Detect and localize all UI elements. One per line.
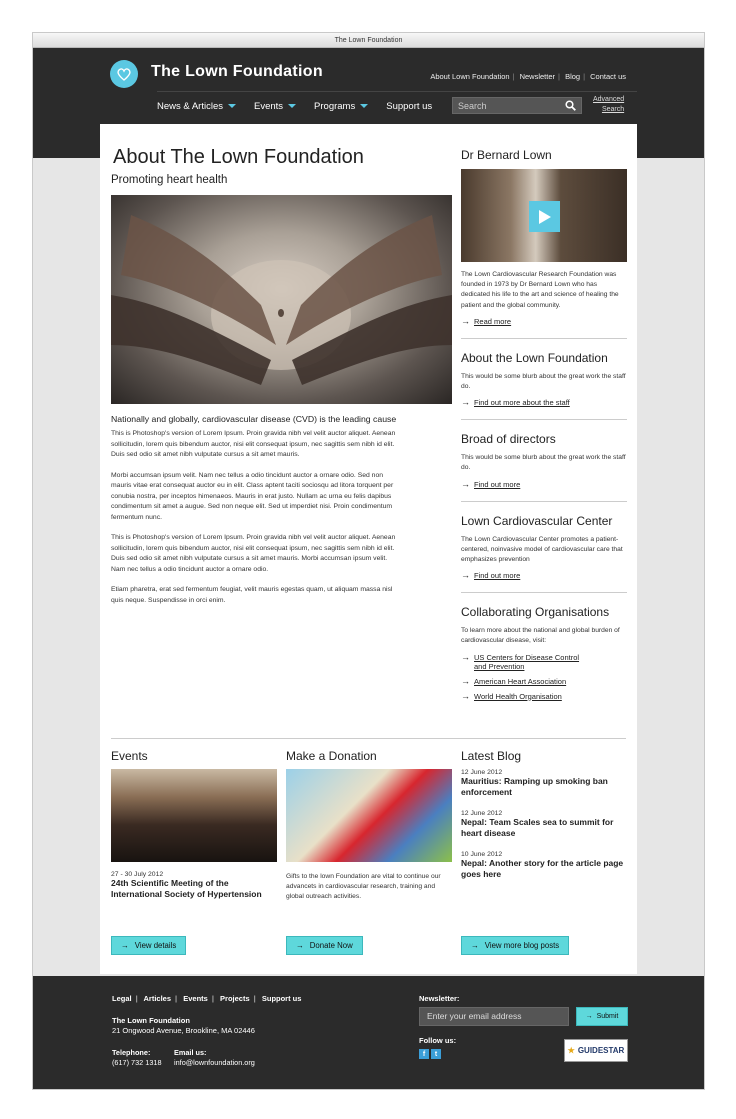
aha-link[interactable] bbox=[461, 677, 627, 686]
search-placeholder: Search bbox=[458, 100, 487, 111]
paragraph: This is Photoshop's version of Lorem Ipsum. Proin gravida nibh vel velit auctor aliquet. Aenean sollicitudin, lorem quis bibendum auctor, nisi elit consequat ipsum, nec sagittis sem nibh id elit. Duis sed odio sit amet nibh vulputate cursus a sit amet mauris. bbox=[111, 430, 396, 458]
arrow-right-icon: → bbox=[461, 675, 470, 686]
footer-link-support[interactable]: Support us bbox=[261, 994, 302, 1003]
blog-date: 10 June 2012 bbox=[461, 851, 503, 858]
main-content bbox=[100, 124, 637, 974]
donation-title: Make a Donation bbox=[286, 749, 377, 763]
nav-item-support[interactable] bbox=[386, 98, 432, 114]
video-thumbnail[interactable] bbox=[461, 169, 627, 262]
newsletter-email-input[interactable]: Enter your email address bbox=[419, 1007, 569, 1026]
link-label: Find out more bbox=[474, 479, 521, 489]
top-link-contact[interactable]: Contact us bbox=[590, 72, 626, 81]
link-line: and Prevention bbox=[474, 661, 525, 671]
blog-post[interactable] bbox=[461, 769, 627, 798]
read-more-link[interactable] bbox=[461, 317, 627, 326]
link-label: Read more bbox=[474, 316, 512, 326]
footer-link-events[interactable]: Events bbox=[183, 994, 208, 1003]
footer-link-articles[interactable]: Articles bbox=[143, 994, 172, 1003]
center-link[interactable] bbox=[461, 571, 627, 580]
who-link[interactable] bbox=[461, 692, 627, 701]
advanced-search-line2: Search bbox=[601, 106, 625, 113]
arrow-right-icon: → bbox=[461, 315, 470, 326]
caret-down-icon bbox=[360, 104, 368, 108]
paragraph: Etiam pharetra, erat sed fermentum feugiat, velit mauris egestas quam, ut aliquam massa nisl quis neque. Suspendisse in orci enim. bbox=[111, 586, 393, 604]
page-title: About The Lown Foundation bbox=[113, 146, 364, 168]
nav-item-label: Support us bbox=[386, 100, 433, 112]
blog-post-title: Nepal: Team Scales sea to summit for heart disease bbox=[461, 817, 614, 838]
caret-down-icon bbox=[288, 104, 296, 108]
blog-date: 12 June 2012 bbox=[461, 769, 503, 776]
divider bbox=[461, 338, 627, 339]
blog-date: 12 June 2012 bbox=[461, 810, 503, 817]
sidebar-text: This would be some blurb about the great work the staff do. bbox=[461, 372, 626, 391]
arrow-right-icon: → bbox=[461, 397, 470, 408]
paragraph: This is Photoshop's version of Lorem Ipsum. Proin gravida nibh vel velit auctor aliquet. Aenean sollicitudin, lorem quis bibendum auctor, nisi elit consequat ipsum, nec sagittis sem nibh id elit. Duis sed odio sit amet nibh vulputate cursus a sit amet mauris. Morbi accumsan ipsum velit. Nam nec tellus a odio tincidunt auctor a ornare odio. bbox=[111, 534, 396, 573]
button-label: View details bbox=[134, 941, 177, 950]
donation-column bbox=[286, 749, 452, 903]
follow-label: Follow us: bbox=[419, 1036, 457, 1045]
sidebar bbox=[461, 148, 627, 701]
link-label: American Heart Association bbox=[474, 676, 567, 686]
blog-post-title: Mauritius: Ramping up smoking ban enforcement bbox=[461, 776, 608, 797]
button-label: Submit bbox=[596, 1013, 619, 1020]
events-image bbox=[111, 769, 277, 862]
divider bbox=[461, 501, 627, 502]
email-label: Email us: bbox=[174, 1048, 207, 1057]
event-title[interactable]: 24th Scientific Meeting of the International Society of Hypertension bbox=[111, 878, 262, 899]
sidebar-text: This would be some blurb about the great work the staff do. bbox=[461, 454, 626, 472]
advanced-search-line1: Advanced bbox=[593, 96, 625, 103]
facebook-icon[interactable]: f bbox=[419, 1049, 429, 1059]
article-body bbox=[111, 429, 401, 616]
sidebar-text: The Lown Cardiovascular Research Foundation was founded in 1973 by Dr Bernard Lown who has dedicated his life to the art and science of healing the patient and the global community. bbox=[461, 271, 619, 309]
search-icon[interactable] bbox=[565, 100, 576, 111]
section-divider bbox=[111, 738, 626, 739]
blog-post[interactable] bbox=[461, 851, 627, 880]
star-icon: ★ bbox=[567, 1046, 575, 1055]
caret-down-icon bbox=[228, 104, 236, 108]
search-input[interactable] bbox=[452, 97, 582, 114]
arrow-right-icon: → bbox=[461, 570, 470, 581]
arrow-right-icon: → bbox=[461, 690, 470, 701]
footer-email bbox=[174, 1048, 255, 1068]
footer-telephone bbox=[112, 1048, 162, 1068]
event-date: 27 - 30 July 2012 bbox=[111, 871, 164, 878]
link-label bbox=[474, 653, 579, 671]
telephone-label: Telephone: bbox=[112, 1048, 151, 1057]
top-link-about[interactable]: About Lown Foundation bbox=[430, 72, 510, 81]
blog-column bbox=[461, 749, 627, 892]
nav-item-label: Programs bbox=[314, 100, 356, 112]
staff-link[interactable] bbox=[461, 398, 627, 407]
donation-image bbox=[286, 769, 452, 862]
lead-text: Nationally and globally, cardiovascular disease (CVD) is the leading cause bbox=[111, 414, 397, 424]
sidebar-title-center: Lown Cardiovascular Center bbox=[461, 513, 613, 528]
nav-item-news[interactable] bbox=[157, 98, 236, 114]
guidestar-badge[interactable] bbox=[564, 1039, 628, 1062]
nav-item-events[interactable] bbox=[254, 98, 296, 114]
play-icon[interactable] bbox=[529, 201, 560, 232]
footer-links: Legal | Articles | Events | Projects | Support us bbox=[112, 994, 302, 1003]
arrow-right-icon: → bbox=[121, 941, 129, 950]
divider bbox=[461, 592, 627, 593]
email[interactable]: info@lownfoundation.org bbox=[174, 1058, 255, 1067]
sidebar-title-board: Broad of directors bbox=[461, 432, 556, 447]
arrow-right-icon: → bbox=[296, 941, 304, 950]
guidestar-label: GUIDESTAR bbox=[577, 1046, 625, 1055]
social-links bbox=[419, 1049, 441, 1059]
donate-now-button[interactable] bbox=[286, 936, 363, 955]
cdc-link[interactable] bbox=[461, 653, 627, 671]
arrow-right-icon: → bbox=[471, 941, 479, 950]
footer-link-projects[interactable]: Projects bbox=[220, 994, 250, 1003]
logo-heart-icon[interactable] bbox=[110, 60, 138, 88]
advanced-search-link[interactable] bbox=[593, 95, 624, 115]
blog-title: Latest Blog bbox=[461, 749, 522, 763]
link-label: Find out more about the staff bbox=[474, 398, 570, 408]
events-title: Events bbox=[111, 749, 148, 763]
link-label: Find out more bbox=[474, 571, 521, 581]
newsletter-label: Newsletter: bbox=[419, 994, 460, 1003]
sidebar-title-collab: Collaborating Organisations bbox=[461, 605, 610, 620]
window-title: The Lown Foundation bbox=[33, 33, 704, 48]
button-label: View more blog posts bbox=[484, 941, 560, 950]
address: 21 Ongwood Avenue, Brookline, MA 02446 bbox=[112, 1026, 255, 1035]
link-line: US Centers for Disease Control bbox=[474, 652, 580, 662]
blog-post[interactable] bbox=[461, 810, 627, 839]
nav-item-label: News & Articles bbox=[157, 100, 223, 112]
view-details-button[interactable] bbox=[111, 936, 186, 955]
browser-window bbox=[32, 32, 705, 1090]
events-column bbox=[111, 749, 277, 900]
top-link-blog[interactable]: Blog bbox=[565, 72, 581, 81]
footer-address bbox=[112, 1016, 255, 1036]
footer-link-legal[interactable]: Legal bbox=[112, 994, 132, 1003]
nav-item-programs[interactable] bbox=[314, 98, 368, 114]
nav-divider bbox=[157, 91, 637, 92]
arrow-right-icon: → bbox=[461, 478, 470, 489]
donation-text: Gifts to the lown Foundation are vital to continue our advancets in cardiovascular research, training and global outreach activities. bbox=[286, 873, 441, 901]
hero-image-hands-heart bbox=[111, 195, 452, 404]
main-nav bbox=[157, 98, 450, 114]
divider bbox=[461, 419, 627, 420]
site-footer bbox=[33, 976, 704, 1090]
newsletter-submit-button[interactable] bbox=[576, 1007, 628, 1026]
top-links: About Lown Foundation | Newsletter | Blog | Contact us bbox=[430, 72, 626, 81]
telephone[interactable]: (617) 732 1318 bbox=[112, 1058, 162, 1067]
blog-post-title: Nepal: Another story for the article page goes here bbox=[461, 858, 624, 879]
sidebar-title-about: About the Lown Foundation bbox=[461, 350, 608, 365]
top-link-newsletter[interactable]: Newsletter bbox=[519, 72, 556, 81]
view-more-blog-button[interactable] bbox=[461, 936, 569, 955]
paragraph: Morbi accumsan ipsum velit. Nam nec tellus a odio tincidunt auctor a ornare odio. Sed non mauris vitae erat consequat auctor eu in elit. Class aptent taciti sociosqu ad litora torquent per conubia nostra, per inceptos himenaeos. Mauris in erat justo. Nullam ac urna eu felis dapibus condimentum sit amet a augue. Sed non neque elit. Sed ut imperdiet nisi. Proin condimentum fermentum nunc. bbox=[111, 471, 394, 521]
arrow-right-icon: → bbox=[461, 651, 470, 662]
sidebar-text: The Lown Cardiovascular Center promotes a patient-centered, noinvasive model of cardiovascular care that emphasizes prevention bbox=[461, 535, 623, 564]
link-label: World Health Organisation bbox=[474, 691, 562, 701]
sidebar-title-bernard: Dr Bernard Lown bbox=[461, 148, 552, 162]
board-link[interactable] bbox=[461, 480, 627, 489]
sidebar-text: To learn more about the national and global burden of cardiovascular disease, visit: bbox=[461, 627, 620, 645]
twitter-icon[interactable]: t bbox=[431, 1049, 441, 1059]
arrow-right-icon: → bbox=[585, 1013, 593, 1020]
nav-item-label: Events bbox=[254, 100, 284, 112]
button-label: Donate Now bbox=[309, 941, 353, 950]
page-subtitle: Promoting heart health bbox=[111, 174, 228, 186]
org-name: The Lown Foundation bbox=[112, 1016, 190, 1025]
site-name[interactable]: The Lown Foundation bbox=[151, 63, 323, 80]
